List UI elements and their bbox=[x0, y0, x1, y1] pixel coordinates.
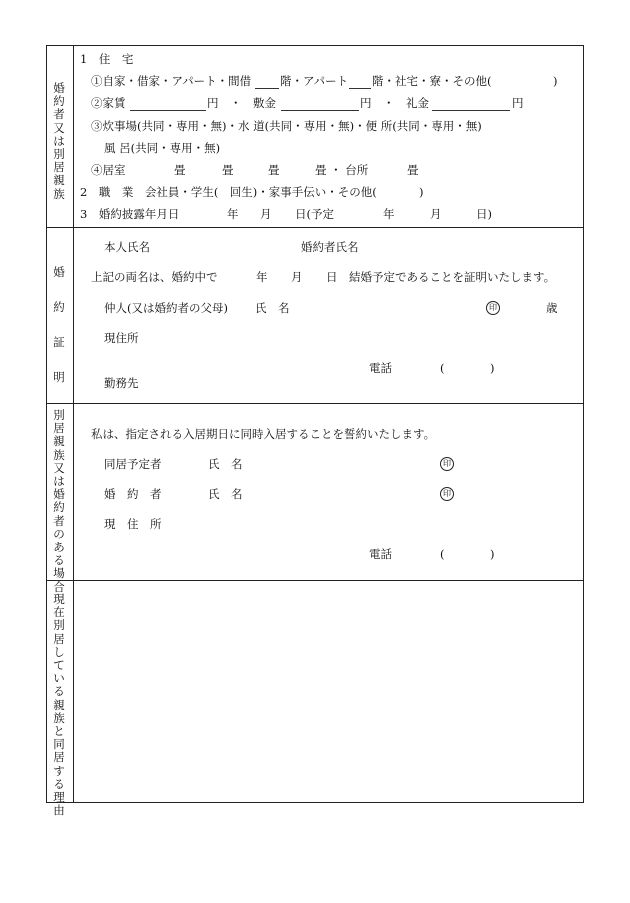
vertical-label-char: 由 bbox=[53, 803, 65, 818]
deposit-blank[interactable] bbox=[281, 110, 359, 111]
vertical-label-char: る bbox=[53, 553, 65, 568]
certification-year: 年 bbox=[256, 270, 268, 284]
vertical-label-char: 約 bbox=[53, 94, 65, 109]
kitchen-label: 畳 ・ 台所 bbox=[315, 163, 369, 177]
phone-paren-close-2: ) bbox=[490, 547, 495, 561]
vertical-label-char: の bbox=[53, 526, 65, 541]
vertical-label-char: 親 bbox=[53, 173, 65, 188]
vertical-label-char: 現 bbox=[53, 592, 65, 606]
room-unit-1: 畳 bbox=[174, 163, 186, 177]
phone-paren-close: ) bbox=[490, 361, 495, 375]
vertical-label-char: 約 bbox=[53, 500, 65, 515]
cohabitant-label: 同居予定者 bbox=[104, 457, 162, 471]
floor-blank-1[interactable] bbox=[255, 88, 279, 89]
table-bottom-border bbox=[46, 802, 584, 803]
fiance-label: 婚 約 者 bbox=[104, 487, 162, 501]
vertical-label-char: は bbox=[53, 474, 65, 489]
certification-text-1: 上記の両名は、婚約中で bbox=[91, 270, 218, 284]
row-divider-1 bbox=[46, 227, 584, 228]
vertical-label-char: る bbox=[53, 776, 65, 791]
current-address-label-2: 現 住 所 bbox=[104, 517, 162, 531]
seal-icon: 印 bbox=[486, 301, 500, 315]
engagement-date-label: 3 婚約披露年月日 bbox=[80, 207, 180, 221]
vertical-label-char: 族 bbox=[53, 710, 65, 725]
vertical-label-char: 居 bbox=[53, 421, 65, 436]
vertical-label-char: て bbox=[53, 658, 65, 673]
vertical-label-char: 婚 bbox=[53, 487, 65, 502]
deposit-label: 円 ・ 敷金 bbox=[207, 96, 276, 110]
section2-label bbox=[46, 264, 72, 385]
phone-paren-open: ( bbox=[440, 361, 445, 375]
key-money-unit: 円 bbox=[512, 96, 524, 110]
vertical-label-char: 合 bbox=[53, 579, 65, 594]
vertical-label-char: 別 bbox=[53, 147, 65, 162]
bath-text: 風 呂(共同・専用・無) bbox=[104, 141, 221, 155]
phone-label-2: 電話 bbox=[369, 547, 392, 561]
vertical-label-char: 居 bbox=[53, 160, 65, 175]
vertical-label-char: 在 bbox=[53, 605, 65, 620]
phone-paren-open-2: ( bbox=[440, 547, 445, 561]
kitchen-unit: 畳 bbox=[407, 163, 419, 177]
planned-month: 月 bbox=[430, 207, 442, 221]
vertical-label-char: 又 bbox=[53, 460, 65, 475]
vertical-label-char: 場 bbox=[53, 566, 65, 581]
housing-type-text-3: 階・社宅・寮・その他( bbox=[372, 74, 492, 88]
rent-blank[interactable] bbox=[130, 110, 206, 111]
planned-day: 日) bbox=[476, 207, 492, 221]
section1-label bbox=[46, 82, 72, 201]
key-money-label: 円 ・ 礼金 bbox=[360, 96, 429, 110]
vertical-label-char: は bbox=[53, 133, 65, 148]
vertical-label-char: 族 bbox=[53, 447, 65, 462]
cohabitant-name-label: 氏 名 bbox=[208, 457, 243, 471]
current-address-label: 現住所 bbox=[104, 331, 139, 345]
key-money-blank[interactable] bbox=[432, 110, 510, 111]
vertical-label-char: 親 bbox=[53, 434, 65, 449]
vertical-label-char: 者 bbox=[53, 513, 65, 528]
vertical-label-char: 同 bbox=[53, 737, 65, 752]
rent-label: ②家賃 bbox=[91, 96, 126, 110]
age-label: 歳 bbox=[546, 301, 558, 315]
section3-label bbox=[46, 409, 72, 594]
engagement-day-planned: 日(予定 bbox=[295, 207, 334, 221]
certification-text-2: 日 結婚予定であることを証明いたします。 bbox=[326, 270, 556, 284]
section4-label bbox=[46, 593, 72, 817]
vertical-label-char: と bbox=[53, 724, 65, 739]
vertical-label-char: し bbox=[53, 644, 65, 659]
vertical-label-char: 又 bbox=[53, 120, 65, 135]
matchmaker-label: 仲人(又は婚約者の父母) bbox=[104, 301, 228, 315]
vertical-label-char: 族 bbox=[53, 186, 65, 201]
section2-label-char: 婚 bbox=[53, 265, 65, 279]
vertical-label-char: あ bbox=[53, 540, 65, 555]
room-unit-3: 畳 bbox=[268, 163, 280, 177]
housing-heading: 1 住 宅 bbox=[80, 52, 134, 66]
floor-blank-2[interactable] bbox=[349, 88, 371, 89]
vertical-label-char: 別 bbox=[53, 408, 65, 422]
applicant-name-label: 本人氏名 bbox=[104, 240, 150, 254]
fiance-name-label: 婚約者氏名 bbox=[301, 240, 359, 254]
reason-input-area[interactable] bbox=[74, 581, 583, 802]
vertical-label-char: 居 bbox=[53, 750, 65, 765]
vertical-label-char: 理 bbox=[53, 790, 65, 805]
vertical-label-char: す bbox=[53, 763, 65, 778]
table-right-border bbox=[583, 45, 584, 803]
rooms-label: ④居室 bbox=[91, 163, 126, 177]
seal-icon: 印 bbox=[440, 487, 454, 501]
seal-icon: 印 bbox=[440, 457, 454, 471]
room-unit-2: 畳 bbox=[222, 163, 234, 177]
vertical-label-char: い bbox=[53, 671, 65, 686]
phone-label: 電話 bbox=[369, 361, 392, 375]
section2-label-char: 証 bbox=[53, 335, 65, 349]
housing-type-text-2: 階・アパート bbox=[280, 74, 349, 88]
housing-type-text: ①自家・借家・アパート・間借 bbox=[91, 74, 252, 88]
table-top-border bbox=[46, 45, 584, 46]
occupation-close: ) bbox=[419, 185, 424, 199]
pledge-text: 私は、指定される入居期日に同時入居することを誓約いたします。 bbox=[91, 427, 436, 441]
vertical-label-char: 別 bbox=[53, 618, 65, 633]
engagement-month: 月 bbox=[260, 207, 272, 221]
vertical-label-char: 者 bbox=[53, 107, 65, 122]
facilities-text: ③炊事場(共同・専用・無)・水 道(共同・専用・無)・便 所(共同・専用・無) bbox=[91, 119, 482, 133]
row-divider-2 bbox=[46, 403, 584, 404]
vertical-label-char: 親 bbox=[53, 697, 65, 712]
fiance-name-field-label: 氏 名 bbox=[208, 487, 243, 501]
workplace-label: 勤務先 bbox=[104, 376, 139, 390]
housing-other-close: ) bbox=[553, 74, 558, 88]
section2-label-char: 約 bbox=[53, 300, 65, 314]
matchmaker-name-label: 氏 名 bbox=[255, 301, 290, 315]
certification-month: 月 bbox=[291, 270, 303, 284]
vertical-label-char: る bbox=[53, 684, 65, 699]
section2-label-char: 明 bbox=[53, 370, 65, 384]
occupation-text: 2 職 業 会社員・学生( 回生)・家事手伝い・その他( bbox=[80, 185, 377, 199]
vertical-label-char: 婚 bbox=[53, 81, 65, 95]
engagement-year: 年 bbox=[227, 207, 239, 221]
vertical-label-char: 居 bbox=[53, 631, 65, 646]
planned-year: 年 bbox=[383, 207, 395, 221]
